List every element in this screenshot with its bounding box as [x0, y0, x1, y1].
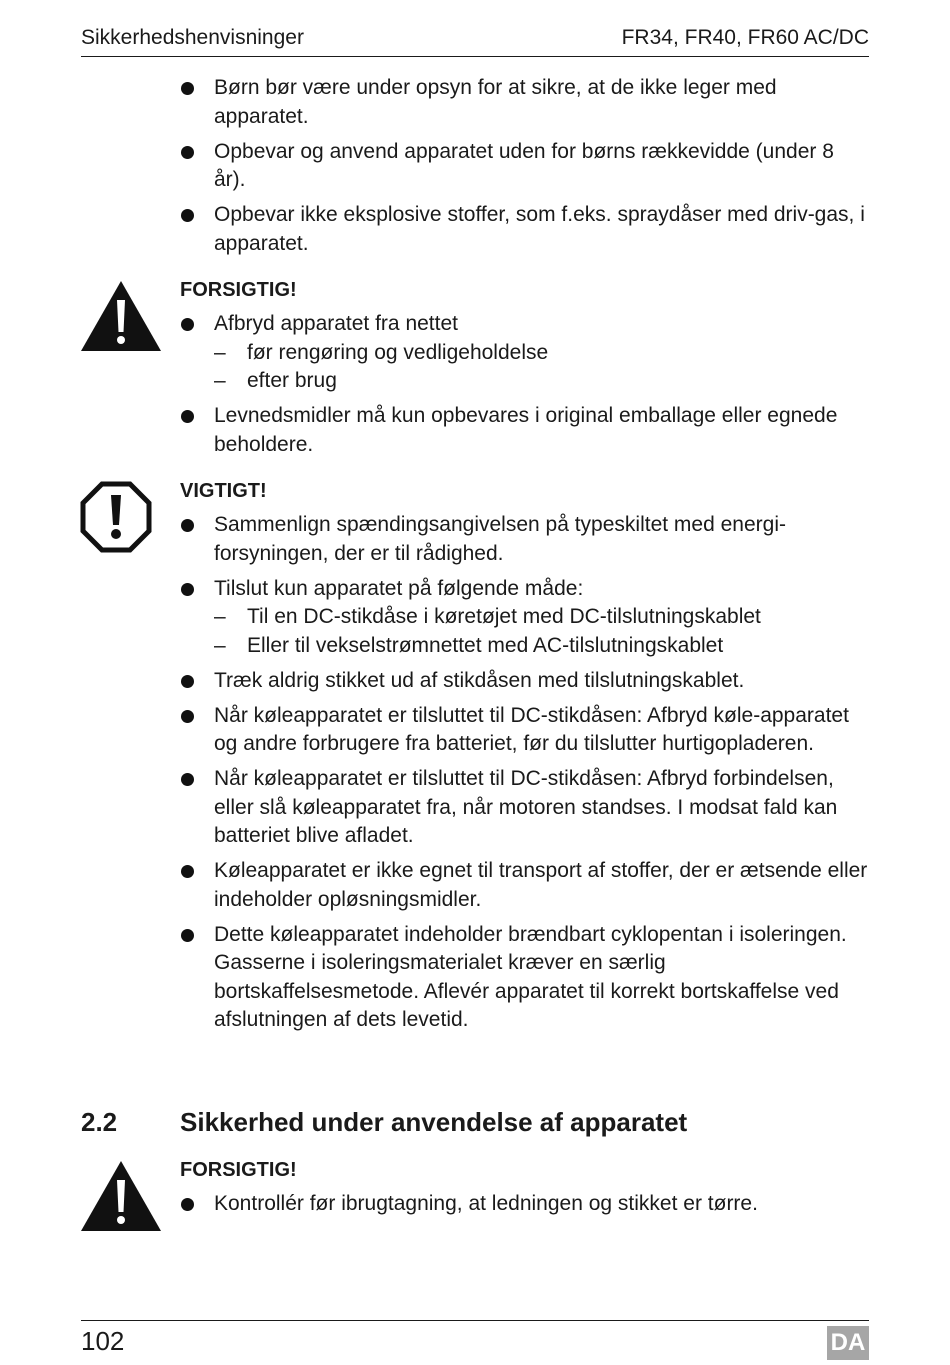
bullet-icon: [181, 865, 194, 878]
list-item: Afbryd apparatet fra nettet – før rengøring og vedligeholdelse – efter brug: [180, 310, 870, 396]
warning-triangle-icon: [80, 1160, 162, 1232]
list-item: Levnedsmidler må kun opbevares i original emballage eller egnede beholdere.: [180, 402, 870, 459]
list-item: Opbevar og anvend apparatet uden for børns rækkevidde (under 8 år).: [180, 138, 870, 195]
bullet-icon: [181, 519, 194, 532]
caution-list: [180, 310, 870, 459]
list-item: Kontrollér før ibrugtagning, at ledningen og stikket er tørre.: [180, 1190, 870, 1219]
sub-list-item: – før rengøring og vedligeholdelse: [214, 340, 549, 364]
sub-list: [214, 603, 870, 660]
list-item: Tilslut kun apparatet på følgende måde: – Til en DC-stikdåse i køretøjet med DC-tilslutningskablet – Eller til vekselstrømnettet med AC-tilslutningskablet: [180, 575, 870, 661]
bullet-icon: [181, 583, 194, 596]
list-item: Børn bør være under opsyn for at sikre, at de ikke leger med apparatet.: [180, 74, 870, 131]
bullet-icon: [181, 773, 194, 786]
sub-list-item: – efter brug: [214, 369, 337, 392]
section-title: Sikkerhed under anvendelse af apparatet: [180, 1107, 688, 1137]
bullet-icon: [181, 929, 194, 942]
intro-section: [180, 74, 870, 265]
intro-list: [180, 74, 870, 258]
header-models: FR34, FR40, FR60 AC/DC: [621, 26, 869, 49]
caution-block-1: [180, 276, 870, 466]
bullet-icon: [181, 1198, 194, 1211]
caution-label: FORSIGTIG!: [180, 1159, 297, 1181]
bullet-icon: [181, 675, 194, 688]
notice-label: VIGTIGT!: [180, 480, 267, 502]
warning-triangle-icon: [80, 280, 162, 352]
list-item: Køleapparatet er ikke egnet til transport af stoffer, der er ætsende eller indeholder opløsningsmidler.: [180, 857, 870, 914]
page-footer: [81, 1320, 869, 1356]
bullet-icon: [181, 318, 194, 331]
bullet-icon: [181, 710, 194, 723]
notice-block: [180, 477, 870, 1041]
bullet-icon: [181, 209, 194, 222]
list-item: Træk aldrig stikket ud af stikdåsen med tilslutningskablet.: [180, 667, 870, 696]
notice-octagon-icon: [80, 481, 152, 553]
bullet-icon: [181, 146, 194, 159]
section-number: 2.2: [81, 1107, 118, 1137]
notice-list: [180, 511, 870, 1035]
bullet-icon: [181, 410, 194, 423]
list-item: Når køleapparatet er tilsluttet til DC-stikdåsen: Afbryd forbindelsen, eller slå køleapparatet fra, når motoren standses. I modsat fald kan batteriet blive afladet.: [180, 765, 870, 851]
bullet-icon: [181, 82, 194, 95]
page-header: [81, 24, 869, 57]
caution-block-2: [180, 1156, 870, 1225]
list-item: Opbevar ikke eksplosive stoffer, som f.eks. spraydåser med driv-gas, i apparatet.: [180, 201, 870, 258]
list-item: Sammenlign spændingsangivelsen på typeskiltet med energi-forsyningen, der er til rådighed.: [180, 511, 870, 568]
caution-label: FORSIGTIG!: [180, 279, 297, 301]
caution-list: [180, 1190, 870, 1219]
list-item: Når køleapparatet er tilsluttet til DC-stikdåsen: Afbryd køle-apparatet og andre forbrugere fra batteriet, før du tilslutter hurtigopladeren.: [180, 702, 870, 759]
page-number: 102: [81, 1326, 125, 1356]
language-badge: DA: [827, 1326, 869, 1360]
list-item: Dette køleapparatet indeholder brændbart cyklopentan i isoleringen. Gasserne i isoleringsmaterialet kræver en særlig bortskaffelsesmetode. Aflevér apparatet til korrekt bortskaffelse ved afslutningen af dets levetid.: [180, 921, 870, 1035]
sub-list: [214, 339, 870, 396]
sub-list-item: – Eller til vekselstrømnettet med AC-tilslutningskablet: [214, 633, 724, 657]
header-section-title: Sikkerhedshenvisninger: [81, 26, 304, 49]
sub-list-item: – Til en DC-stikdåse i køretøjet med DC-tilslutningskablet: [214, 605, 761, 628]
